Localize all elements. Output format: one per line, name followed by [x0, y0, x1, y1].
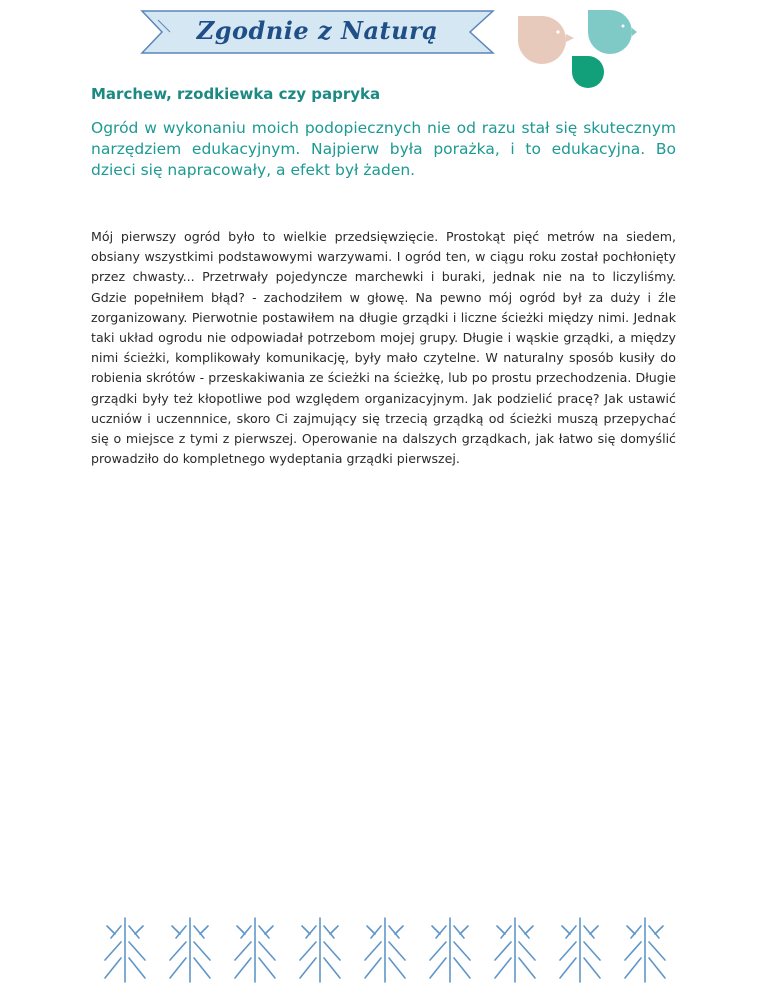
- birds-logo-icon: [510, 8, 640, 88]
- article-body: Mój pierwszy ogród było to wielkie przedsięwzięcie. Prostokąt pięć metrów na siedem, obsiany wszystkimi podstawowymi warzywami. I ogród ten, w ciągu roku został pochłonięty przez chwasty... Przetrwały pojedyncze marchewki i buraki, jednak nie na to liczyliśmy. Gdzie popełniłem błąd? - zachodziłem w głowę. Na pewno mój ogród był za duży i źle zorganizowany. Pierwotnie postawiłem na długie grządki i liczne ścieżki między nimi. Jednak taki układ ogrodu nie odpowiadał potrzebom mojej grupy. Długie i wąskie grządki, a między nimi ścieżki, komplikowały komunikację, były mało czytelne. W naturalny sposób kusiły do robienia skrótów - przeskakiwania ze ścieżki na ścieżkę, lub po prostu przechodzenia. Długie grządki były też kłopotliwe pod względem organizacyjnym. Jak podzielić pracę? Jak ustawić uczniów i uczennnice, skoro Ci zajmujący się trzecią grządką od ścieżki muszą przepychać się o miejsce z tymi z pierwszej. Operowanie na dalszych grządkach, jak łatwo się domyślić prowadziło do kompletnego wydeptania grządki pierwszej.: [91, 229, 676, 467]
- header-banner: [140, 8, 495, 56]
- plant-sprout-icon: [105, 918, 145, 982]
- plant-sprout-icon: [300, 918, 340, 982]
- plant-sprout-icon: [560, 918, 600, 982]
- plant-sprout-icon: [365, 918, 405, 982]
- plant-sprout-icon: [235, 918, 275, 982]
- plant-sprout-icon: [430, 918, 470, 982]
- article-lead: Ogród w wykonaniu moich podopiecznych nie od razu stał się skutecznym narzędziem edukacyjnym. Najpierw była porażka, i to edukacyjna. Bo dzieci się napracowały, a efekt był żaden.: [91, 119, 676, 179]
- plant-sprout-icon: [170, 918, 210, 982]
- plant-sprout-icon: [495, 918, 535, 982]
- article-title: Marchew, rzodkiewka czy papryka: [91, 85, 381, 103]
- site-title: Zgodnie z Naturą: [196, 16, 439, 45]
- plant-sprout-icon: [625, 918, 665, 982]
- footer-decoration: [95, 912, 675, 988]
